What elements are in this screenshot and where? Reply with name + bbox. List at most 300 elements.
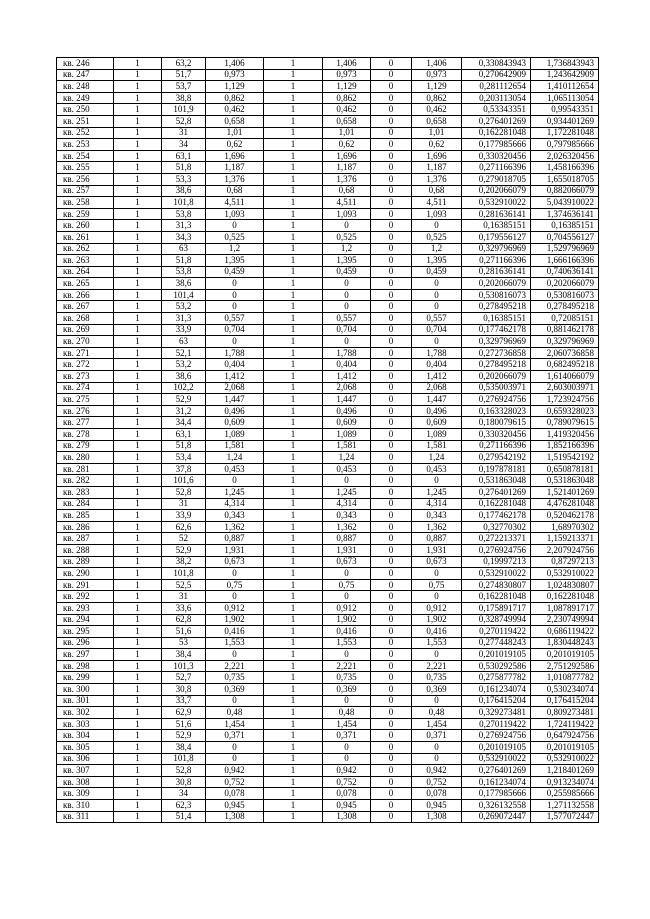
cell-col-3: 31 — [162, 127, 206, 139]
cell-apartment: кв. 286 — [57, 521, 114, 533]
cell-apartment: кв. 296 — [57, 637, 114, 649]
cell-col-9: 0,176415204 — [462, 695, 531, 707]
cell-col-7: 0 — [371, 544, 412, 556]
cell-col-4: 0,371 — [206, 730, 264, 742]
cell-col-10: 1,529796969 — [531, 243, 599, 255]
cell-col-4: 1,581 — [206, 440, 264, 452]
cell-col-5: 1 — [264, 811, 323, 823]
cell-col-7: 0 — [371, 162, 412, 174]
cell-col-6: 1,406 — [323, 58, 371, 70]
cell-col-3: 101,8 — [162, 568, 206, 580]
cell-apartment: кв. 267 — [57, 301, 114, 313]
table-row — [57, 672, 599, 684]
cell-col-10: 0,881462178 — [531, 324, 599, 336]
cell-col-9: 0,279018705 — [462, 173, 531, 185]
cell-apartment: кв. 252 — [57, 127, 114, 139]
cell-col-3: 101,8 — [162, 753, 206, 765]
cell-col-5: 1 — [264, 324, 323, 336]
cell-col-7: 0 — [371, 707, 412, 719]
cell-col-9: 0,271166396 — [462, 255, 531, 267]
cell-col-10: 0,176415204 — [531, 695, 599, 707]
cell-col-4: 1,129 — [206, 81, 264, 93]
cell-col-2: 1 — [114, 347, 162, 359]
cell-col-6: 0,704 — [323, 324, 371, 336]
cell-col-7: 0 — [371, 255, 412, 267]
table-row — [57, 614, 599, 626]
cell-col-2: 1 — [114, 336, 162, 348]
cell-col-5: 1 — [264, 139, 323, 151]
table-row — [57, 800, 599, 812]
cell-apartment: кв. 301 — [57, 695, 114, 707]
cell-col-6: 1,129 — [323, 81, 371, 93]
table-row — [57, 301, 599, 313]
cell-col-2: 1 — [114, 115, 162, 127]
cell-apartment: кв. 251 — [57, 115, 114, 127]
cell-col-10: 1,666166396 — [531, 255, 599, 267]
cell-col-3: 62,9 — [162, 707, 206, 719]
cell-col-8: 1,696 — [412, 150, 462, 162]
cell-col-10: 0,520462178 — [531, 510, 599, 522]
cell-col-10: 1,852166396 — [531, 440, 599, 452]
cell-col-6: 0,404 — [323, 359, 371, 371]
cell-col-7: 0 — [371, 394, 412, 406]
cell-col-6: 1,447 — [323, 394, 371, 406]
table-row — [57, 579, 599, 591]
cell-col-6: 0 — [323, 220, 371, 232]
table-row — [57, 208, 599, 220]
table-row — [57, 185, 599, 197]
cell-col-5: 1 — [264, 510, 323, 522]
cell-col-6: 0,912 — [323, 602, 371, 614]
cell-col-2: 1 — [114, 637, 162, 649]
cell-col-9: 0,32770302 — [462, 521, 531, 533]
cell-col-10: 1,68970302 — [531, 521, 599, 533]
cell-col-4: 0,525 — [206, 231, 264, 243]
cell-col-3: 31,2 — [162, 405, 206, 417]
cell-apartment: кв. 280 — [57, 452, 114, 464]
cell-apartment: кв. 289 — [57, 556, 114, 568]
cell-col-5: 1 — [264, 382, 323, 394]
cell-col-3: 38,4 — [162, 742, 206, 754]
cell-col-10: 0,531863048 — [531, 475, 599, 487]
cell-col-7: 0 — [371, 173, 412, 185]
cell-col-5: 1 — [264, 649, 323, 661]
cell-col-7: 0 — [371, 452, 412, 464]
cell-col-3: 101,4 — [162, 289, 206, 301]
cell-col-2: 1 — [114, 139, 162, 151]
cell-col-3: 31 — [162, 498, 206, 510]
cell-col-2: 1 — [114, 765, 162, 777]
cell-col-4: 1,2 — [206, 243, 264, 255]
cell-col-4: 0,369 — [206, 684, 264, 696]
cell-col-5: 1 — [264, 718, 323, 730]
cell-col-2: 1 — [114, 313, 162, 325]
cell-apartment: кв. 253 — [57, 139, 114, 151]
cell-col-2: 1 — [114, 440, 162, 452]
cell-col-10: 0,162281048 — [531, 591, 599, 603]
cell-col-5: 1 — [264, 255, 323, 267]
cell-col-6: 0,371 — [323, 730, 371, 742]
cell-col-4: 0,735 — [206, 672, 264, 684]
cell-apartment: кв. 287 — [57, 533, 114, 545]
cell-col-6: 4,511 — [323, 197, 371, 209]
cell-col-9: 0,162281048 — [462, 127, 531, 139]
table-row — [57, 649, 599, 661]
cell-col-6: 0,673 — [323, 556, 371, 568]
cell-col-7: 0 — [371, 289, 412, 301]
cell-col-3: 34,4 — [162, 417, 206, 429]
cell-col-4: 0 — [206, 695, 264, 707]
cell-col-8: 0,862 — [412, 92, 462, 104]
cell-col-4: 1,395 — [206, 255, 264, 267]
cell-col-6: 0 — [323, 336, 371, 348]
cell-apartment: кв. 272 — [57, 359, 114, 371]
cell-col-3: 52,5 — [162, 579, 206, 591]
table-row — [57, 475, 599, 487]
cell-col-7: 0 — [371, 185, 412, 197]
cell-col-10: 0,686119422 — [531, 626, 599, 638]
cell-col-5: 1 — [264, 800, 323, 812]
cell-col-4: 1,454 — [206, 718, 264, 730]
cell-col-4: 0,704 — [206, 324, 264, 336]
cell-col-3: 30,8 — [162, 776, 206, 788]
cell-col-10: 0,809273481 — [531, 707, 599, 719]
cell-col-4: 0,942 — [206, 765, 264, 777]
cell-col-5: 1 — [264, 730, 323, 742]
cell-apartment: кв. 300 — [57, 684, 114, 696]
cell-col-9: 0,530816073 — [462, 289, 531, 301]
cell-col-9: 0,163328023 — [462, 405, 531, 417]
cell-apartment: кв. 283 — [57, 486, 114, 498]
cell-col-8: 1,376 — [412, 173, 462, 185]
cell-col-6: 0 — [323, 301, 371, 313]
table-row — [57, 718, 599, 730]
cell-col-8: 0,343 — [412, 510, 462, 522]
cell-col-4: 0,453 — [206, 463, 264, 475]
cell-col-3: 52,9 — [162, 730, 206, 742]
cell-col-7: 0 — [371, 197, 412, 209]
cell-col-9: 0,276401269 — [462, 765, 531, 777]
table-body — [57, 58, 599, 823]
cell-col-10: 0,650878181 — [531, 463, 599, 475]
cell-col-4: 0 — [206, 649, 264, 661]
cell-col-9: 0,177985666 — [462, 788, 531, 800]
cell-col-8: 0,68 — [412, 185, 462, 197]
cell-col-5: 1 — [264, 626, 323, 638]
cell-col-10: 0,255985666 — [531, 788, 599, 800]
cell-col-7: 0 — [371, 626, 412, 638]
cell-col-10: 0,659328023 — [531, 405, 599, 417]
cell-col-2: 1 — [114, 289, 162, 301]
cell-col-8: 1,129 — [412, 81, 462, 93]
cell-col-5: 1 — [264, 765, 323, 777]
cell-col-3: 53,4 — [162, 452, 206, 464]
cell-col-3: 53 — [162, 637, 206, 649]
cell-apartment: кв. 257 — [57, 185, 114, 197]
cell-apartment: кв. 282 — [57, 475, 114, 487]
cell-col-6: 1,24 — [323, 452, 371, 464]
cell-apartment: кв. 276 — [57, 405, 114, 417]
cell-col-2: 1 — [114, 463, 162, 475]
cell-col-4: 0,887 — [206, 533, 264, 545]
cell-col-4: 0 — [206, 753, 264, 765]
cell-col-9: 0,197878181 — [462, 463, 531, 475]
cell-col-2: 1 — [114, 544, 162, 556]
cell-col-8: 0 — [412, 753, 462, 765]
cell-col-9: 0,531863048 — [462, 475, 531, 487]
cell-col-2: 1 — [114, 173, 162, 185]
cell-col-2: 1 — [114, 591, 162, 603]
cell-col-7: 0 — [371, 231, 412, 243]
cell-col-10: 2,207924756 — [531, 544, 599, 556]
cell-col-7: 0 — [371, 127, 412, 139]
cell-col-6: 0 — [323, 475, 371, 487]
cell-col-4: 0,609 — [206, 417, 264, 429]
cell-col-2: 1 — [114, 602, 162, 614]
cell-apartment: кв. 305 — [57, 742, 114, 754]
cell-col-4: 0 — [206, 568, 264, 580]
cell-apartment: кв. 288 — [57, 544, 114, 556]
cell-col-8: 0 — [412, 278, 462, 290]
cell-col-5: 1 — [264, 150, 323, 162]
cell-col-3: 34 — [162, 139, 206, 151]
cell-col-5: 1 — [264, 556, 323, 568]
cell-col-9: 0,177985666 — [462, 139, 531, 151]
cell-col-9: 0,532910022 — [462, 753, 531, 765]
cell-apartment: кв. 268 — [57, 313, 114, 325]
table-row — [57, 521, 599, 533]
table-row — [57, 324, 599, 336]
cell-col-10: 0,278495218 — [531, 301, 599, 313]
cell-col-9: 0,202066079 — [462, 185, 531, 197]
cell-col-9: 0,329796969 — [462, 336, 531, 348]
table-row — [57, 115, 599, 127]
table-row — [57, 811, 599, 823]
cell-col-6: 0,887 — [323, 533, 371, 545]
cell-apartment: кв. 261 — [57, 231, 114, 243]
cell-col-6: 0 — [323, 278, 371, 290]
cell-col-5: 1 — [264, 533, 323, 545]
cell-col-2: 1 — [114, 58, 162, 70]
cell-col-6: 1,01 — [323, 127, 371, 139]
cell-col-4: 1,093 — [206, 208, 264, 220]
cell-col-6: 0,416 — [323, 626, 371, 638]
cell-col-2: 1 — [114, 730, 162, 742]
cell-col-6: 0,496 — [323, 405, 371, 417]
cell-col-6: 1,902 — [323, 614, 371, 626]
cell-col-5: 1 — [264, 498, 323, 510]
cell-col-2: 1 — [114, 614, 162, 626]
cell-col-8: 0 — [412, 695, 462, 707]
cell-col-7: 0 — [371, 208, 412, 220]
cell-col-7: 0 — [371, 510, 412, 522]
cell-col-6: 0,942 — [323, 765, 371, 777]
cell-col-6: 1,581 — [323, 440, 371, 452]
cell-apartment: кв. 310 — [57, 800, 114, 812]
cell-col-7: 0 — [371, 788, 412, 800]
table-row — [57, 602, 599, 614]
cell-col-10: 0,16385151 — [531, 220, 599, 232]
table-row — [57, 510, 599, 522]
table-row — [57, 347, 599, 359]
cell-col-10: 0,532910022 — [531, 568, 599, 580]
cell-apartment: кв. 263 — [57, 255, 114, 267]
cell-col-7: 0 — [371, 301, 412, 313]
cell-col-7: 0 — [371, 649, 412, 661]
cell-col-2: 1 — [114, 568, 162, 580]
cell-col-7: 0 — [371, 440, 412, 452]
cell-col-2: 1 — [114, 556, 162, 568]
cell-col-3: 52,7 — [162, 672, 206, 684]
cell-col-7: 0 — [371, 69, 412, 81]
cell-col-5: 1 — [264, 788, 323, 800]
cell-col-5: 1 — [264, 486, 323, 498]
cell-col-2: 1 — [114, 301, 162, 313]
cell-col-10: 0,530234074 — [531, 684, 599, 696]
cell-col-8: 0 — [412, 475, 462, 487]
cell-col-10: 0,329796969 — [531, 336, 599, 348]
cell-col-10: 0,797985666 — [531, 139, 599, 151]
cell-col-3: 38,6 — [162, 278, 206, 290]
cell-apartment: кв. 304 — [57, 730, 114, 742]
cell-col-4: 0,496 — [206, 405, 264, 417]
cell-apartment: кв. 303 — [57, 718, 114, 730]
cell-col-7: 0 — [371, 718, 412, 730]
cell-col-9: 0,326132558 — [462, 800, 531, 812]
cell-apartment: кв. 269 — [57, 324, 114, 336]
cell-apartment: кв. 247 — [57, 69, 114, 81]
cell-col-8: 0,453 — [412, 463, 462, 475]
cell-col-7: 0 — [371, 811, 412, 823]
cell-col-8: 1,01 — [412, 127, 462, 139]
cell-col-2: 1 — [114, 626, 162, 638]
cell-col-2: 1 — [114, 533, 162, 545]
cell-col-9: 0,330843943 — [462, 58, 531, 70]
cell-apartment: кв. 290 — [57, 568, 114, 580]
cell-col-8: 1,24 — [412, 452, 462, 464]
cell-col-3: 33,9 — [162, 324, 206, 336]
cell-col-7: 0 — [371, 150, 412, 162]
cell-col-10: 2,060736858 — [531, 347, 599, 359]
cell-col-7: 0 — [371, 730, 412, 742]
cell-col-3: 101,8 — [162, 197, 206, 209]
cell-col-6: 0,62 — [323, 139, 371, 151]
cell-col-10: 1,736843943 — [531, 58, 599, 70]
cell-col-9: 0,276401269 — [462, 115, 531, 127]
table-row — [57, 463, 599, 475]
cell-col-4: 0,973 — [206, 69, 264, 81]
cell-col-6: 1,2 — [323, 243, 371, 255]
cell-col-6: 0,078 — [323, 788, 371, 800]
cell-col-8: 0,752 — [412, 776, 462, 788]
cell-col-4: 1,696 — [206, 150, 264, 162]
cell-apartment: кв. 259 — [57, 208, 114, 220]
cell-col-6: 0,609 — [323, 417, 371, 429]
cell-col-5: 1 — [264, 695, 323, 707]
cell-col-9: 0,279542192 — [462, 452, 531, 464]
cell-col-8: 1,447 — [412, 394, 462, 406]
cell-col-3: 51,4 — [162, 811, 206, 823]
cell-col-10: 0,99543351 — [531, 104, 599, 116]
cell-apartment: кв. 306 — [57, 753, 114, 765]
cell-col-2: 1 — [114, 185, 162, 197]
cell-col-6: 0,658 — [323, 115, 371, 127]
cell-col-6: 1,931 — [323, 544, 371, 556]
cell-col-9: 0,16385151 — [462, 220, 531, 232]
table-row — [57, 150, 599, 162]
cell-col-3: 51,8 — [162, 162, 206, 174]
cell-col-8: 0,673 — [412, 556, 462, 568]
table-row — [57, 660, 599, 672]
cell-col-7: 0 — [371, 556, 412, 568]
cell-col-2: 1 — [114, 800, 162, 812]
cell-col-8: 0,912 — [412, 602, 462, 614]
cell-apartment: кв. 273 — [57, 371, 114, 383]
cell-col-9: 0,278495218 — [462, 359, 531, 371]
cell-col-2: 1 — [114, 324, 162, 336]
cell-col-4: 0,673 — [206, 556, 264, 568]
cell-col-2: 1 — [114, 150, 162, 162]
table-row — [57, 730, 599, 742]
cell-col-10: 5,043910022 — [531, 197, 599, 209]
cell-col-9: 0,271166396 — [462, 440, 531, 452]
cell-col-5: 1 — [264, 243, 323, 255]
cell-col-5: 1 — [264, 69, 323, 81]
cell-col-3: 63 — [162, 336, 206, 348]
cell-col-10: 1,218401269 — [531, 765, 599, 777]
cell-apartment: кв. 262 — [57, 243, 114, 255]
cell-col-3: 51,6 — [162, 626, 206, 638]
cell-col-8: 0 — [412, 649, 462, 661]
cell-col-10: 1,655018705 — [531, 173, 599, 185]
cell-col-3: 62,8 — [162, 614, 206, 626]
table-row — [57, 231, 599, 243]
cell-col-9: 0,161234074 — [462, 684, 531, 696]
cell-col-5: 1 — [264, 672, 323, 684]
cell-col-6: 1,788 — [323, 347, 371, 359]
cell-col-4: 0 — [206, 591, 264, 603]
cell-col-8: 0,973 — [412, 69, 462, 81]
cell-col-6: 0,862 — [323, 92, 371, 104]
cell-col-3: 52,8 — [162, 115, 206, 127]
cell-col-9: 0,281636141 — [462, 266, 531, 278]
cell-col-10: 1,723924756 — [531, 394, 599, 406]
cell-col-5: 1 — [264, 394, 323, 406]
cell-col-2: 1 — [114, 92, 162, 104]
cell-col-7: 0 — [371, 614, 412, 626]
cell-col-3: 52,9 — [162, 544, 206, 556]
cell-col-4: 0,945 — [206, 800, 264, 812]
cell-col-4: 1,406 — [206, 58, 264, 70]
cell-col-7: 0 — [371, 753, 412, 765]
cell-col-2: 1 — [114, 127, 162, 139]
cell-col-4: 0,862 — [206, 92, 264, 104]
cell-col-4: 0 — [206, 278, 264, 290]
cell-col-9: 0,271166396 — [462, 162, 531, 174]
cell-col-9: 0,162281048 — [462, 498, 531, 510]
cell-apartment: кв. 277 — [57, 417, 114, 429]
cell-col-5: 1 — [264, 301, 323, 313]
cell-col-4: 0,343 — [206, 510, 264, 522]
cell-col-9: 0,270119422 — [462, 718, 531, 730]
cell-col-8: 1,362 — [412, 521, 462, 533]
cell-col-6: 0,945 — [323, 800, 371, 812]
cell-col-4: 0 — [206, 475, 264, 487]
cell-col-8: 1,454 — [412, 718, 462, 730]
cell-col-7: 0 — [371, 776, 412, 788]
cell-col-7: 0 — [371, 568, 412, 580]
table-row — [57, 765, 599, 777]
